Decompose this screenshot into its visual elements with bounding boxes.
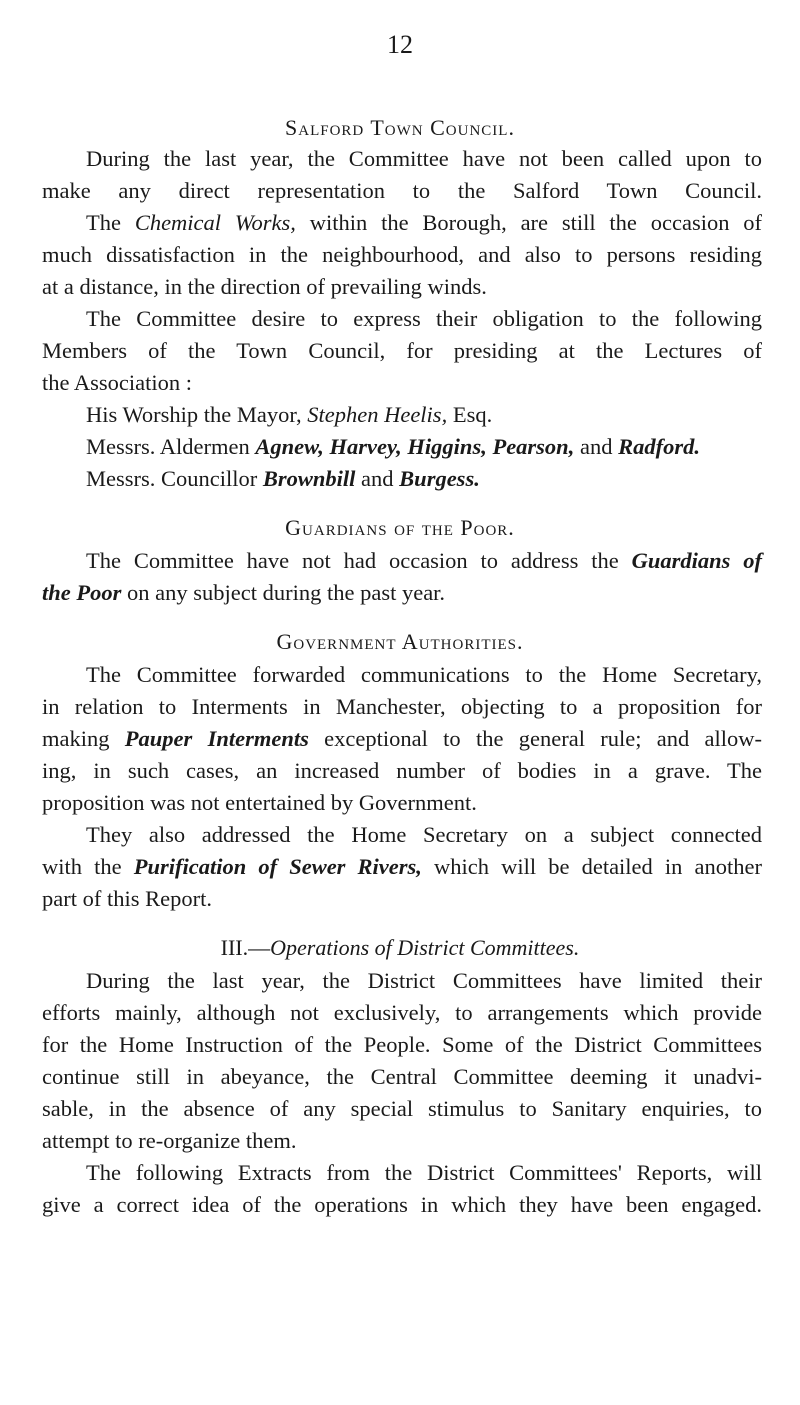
burgess-italic: Burgess. (399, 466, 480, 491)
paragraph-line: make any direct representation to the Salford Town Council. (42, 178, 762, 203)
paragraph-line: During the last year, the District Committees have limited their (86, 968, 762, 993)
aldermen-names-italic: Agnew, Harvey, Higgins, Pearson, (255, 434, 575, 459)
paragraph-line: The Committee desire to express their obligation to the following (86, 306, 762, 331)
government-heading: Government Authorities. (276, 629, 524, 654)
paragraph-line: at a distance, in the direction of prevailing winds. (42, 274, 487, 299)
district-heading: III.—Operations of District Committees. (220, 935, 580, 960)
paragraph-line: efforts mainly, although not exclusively, to arrangements which provide (42, 1000, 762, 1025)
paragraph-line: The Committee have not had occasion to address the Guardians of (86, 548, 762, 573)
paragraph-line: in relation to Interments in Manchester, objecting to a proposition for (42, 694, 762, 719)
paragraph-line: sable, in the absence of any special stimulus to Sanitary enquiries, to (42, 1096, 762, 1121)
paragraph-line: proposition was not entertained by Government. (42, 790, 477, 815)
purification-italic: Purification of Sewer Rivers, (133, 854, 422, 879)
page-number: 12 (387, 30, 413, 59)
paragraph-line: The following Extracts from the District Committees' Reports, will (86, 1160, 762, 1185)
paragraph-line: The Committee forwarded communications to the Home Secretary, (86, 662, 762, 687)
paragraph-line: His Worship the Mayor, Stephen Heelis, Esq. (86, 402, 493, 427)
paragraph-line: ing, in such cases, an increased number of bodies in a grave. The (42, 758, 762, 783)
paragraph-line: Messrs. Aldermen Agnew, Harvey, Higgins, Pearson, and Radford. (86, 434, 700, 459)
guardians-italic: Guardians of (631, 548, 762, 573)
paragraph-line: attempt to re-organize them. (42, 1128, 297, 1153)
paragraph-line: Members of the Town Council, for presiding at the Lectures of (42, 338, 762, 363)
paragraph-line: continue still in abeyance, the Central Committee deeming it unadvi- (42, 1064, 762, 1089)
paragraph-line: much dissatisfaction in the neighbourhood, and also to persons residing (42, 242, 762, 267)
paragraph-line: They also addressed the Home Secretary on a subject connected (86, 822, 762, 847)
paragraph-line: The Chemical Works, within the Borough, are still the occasion of (86, 210, 763, 235)
brownbill-italic: Brownbill (262, 466, 356, 491)
paragraph-line: During the last year, the Committee have not been called upon to (86, 146, 762, 171)
pauper-interments-italic: Pauper Interments (124, 726, 309, 751)
paragraph-line: the Association : (42, 370, 192, 395)
mayor-name-italic: Stephen Heelis, (307, 402, 448, 427)
chemical-works-italic: Chemical Works, (134, 210, 296, 235)
radford-italic: Radford. (618, 434, 700, 459)
paragraph-line: Messrs. Councillor Brownbill and Burgess. (86, 466, 480, 491)
paragraph-line: making Pauper Interments exceptional to the general rule; and allow- (42, 726, 763, 751)
paragraph-line: part of this Report. (42, 886, 212, 911)
paragraph-line: with the Purification of Sewer Rivers, which will be detailed in another (42, 854, 762, 879)
paragraph-line: the Poor on any subject during the past year. (42, 580, 446, 605)
salford-heading: Salford Town Council. (285, 115, 515, 140)
paragraph-line: for the Home Instruction of the People. Some of the District Committees (42, 1032, 762, 1057)
guardians-heading: Guardians of the Poor. (285, 515, 515, 540)
paragraph-line: give a correct idea of the operations in which they have been engaged. (42, 1192, 762, 1217)
the-poor-italic: the Poor (42, 580, 122, 605)
